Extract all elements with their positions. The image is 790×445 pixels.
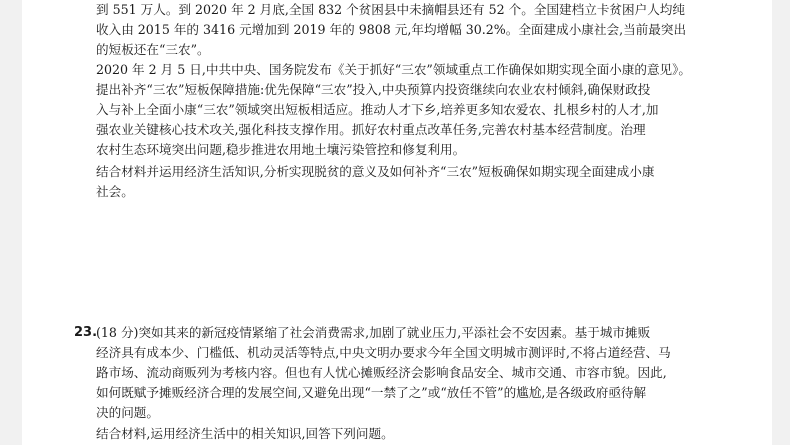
- text-line: 农村生态环境突出问题,稳步推进农用地土壤污染管控和修复利用。: [96, 142, 466, 157]
- text-line: 经济具有成本少、门槛低、机动灵活等特点,中央文明办要求今年全国文明城市测评时,不将占道经营、马: [96, 345, 671, 360]
- text-line: 提出补齐“三农”短板保障措施:优先保障“三农”投入,中央预算内投资继续向农业农村倾斜,确保财政投: [96, 82, 651, 97]
- text-line: 的短板还在“三农”。: [96, 42, 210, 57]
- question-prompt-line: 结合材料,运用经济生活中的相关知识,回答下列问题。: [96, 426, 394, 441]
- text-line: 收入由 2015 年的 3416 元增加到 2019 年的 9808 元,年均增幅 30.2%。全面建成小康社会,当前最突出: [96, 22, 687, 37]
- text-line: 到 551 万人。到 2020 年 2 月底,全国 832 个贫困县中未摘帽县还有 52 个。全国建档立卡贫困户人均纯: [96, 2, 685, 17]
- text-line: 入与补上全面小康“三农”领域突出短板相适应。推动人才下乡,培养更多知农爱农、扎根乡村的人才,加: [96, 102, 659, 117]
- text-line: 路市场、流动商贩列为考核内容。但也有人忧心摊贩经济会影响食品安全、城市交通、市容市貌。因此,: [96, 365, 667, 380]
- question-prompt-line: 结合材料并运用经济生活知识,分析实现脱贫的意义及如何补齐“三农”短板确保如期实现全面建成小康: [96, 164, 655, 179]
- text-line: 如何既赋予摊贩经济合理的发展空间,又避免出现“一禁了之”或“放任不管”的尴尬,是各级政府亟待解: [96, 385, 647, 400]
- document-page: [22, 0, 772, 445]
- question-prompt-line: 社会。: [96, 184, 134, 199]
- text-line: 决的问题。: [96, 405, 159, 420]
- text-line: 强农业关键核心技术攻关,强化科技支撑作用。抓好农村重点改革任务,完善农村基本经营制度。治理: [96, 122, 646, 137]
- text-line: (18 分)突如其来的新冠疫情紧缩了社会消费需求,加剧了就业压力,平添社会不安因素。基于城市摊贩: [96, 325, 651, 340]
- text-line: 2020 年 2 月 5 日,中共中央、国务院发布《关于抓好“三农”领域重点工作确保如期实现全面小康的意见》。: [96, 62, 692, 77]
- question-number: 23.: [74, 325, 98, 340]
